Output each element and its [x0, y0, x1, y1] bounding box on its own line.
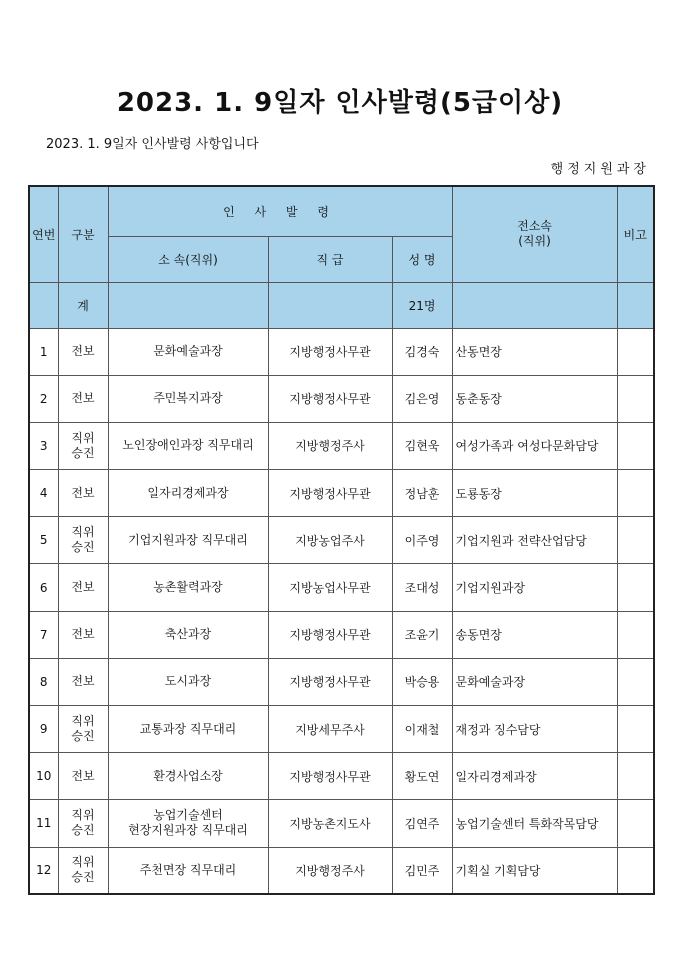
row-grade: 지방행정사무관	[268, 470, 392, 517]
row-previous: 기업지원과 전략산업담당	[452, 517, 617, 564]
row-type: 전보	[58, 328, 108, 375]
total-grade	[268, 282, 392, 328]
row-type: 전보	[58, 611, 108, 658]
row-remarks	[617, 517, 654, 564]
row-name: 이재철	[392, 706, 452, 753]
row-name: 박승용	[392, 658, 452, 705]
row-previous: 여성가족과 여성다문화담당	[452, 422, 617, 469]
row-previous: 산동면장	[452, 328, 617, 375]
row-name: 조윤기	[392, 611, 452, 658]
total-affiliation	[108, 282, 268, 328]
header-no: 연번	[29, 186, 58, 282]
header-type: 구분	[58, 186, 108, 282]
row-remarks	[617, 800, 654, 847]
row-affiliation: 일자리경제과장	[108, 470, 268, 517]
table-row	[29, 800, 654, 847]
row-previous: 문화예술과장	[452, 658, 617, 705]
row-no: 6	[29, 564, 58, 611]
row-previous: 송동면장	[452, 611, 617, 658]
row-grade: 지방농업주사	[268, 517, 392, 564]
table-row	[29, 611, 654, 658]
row-grade: 지방행정사무관	[268, 375, 392, 422]
row-no: 10	[29, 753, 58, 800]
table-row	[29, 375, 654, 422]
row-grade: 지방행정사무관	[268, 611, 392, 658]
row-no: 8	[29, 658, 58, 705]
total-row	[29, 282, 654, 328]
row-grade: 지방행정사무관	[268, 658, 392, 705]
row-remarks	[617, 847, 654, 894]
row-type: 직위 승진	[58, 422, 108, 469]
row-name: 김현욱	[392, 422, 452, 469]
header-name: 성 명	[392, 236, 452, 282]
row-grade: 지방세무주사	[268, 706, 392, 753]
row-no: 4	[29, 470, 58, 517]
total-label: 계	[58, 282, 108, 328]
row-type: 전보	[58, 470, 108, 517]
row-remarks	[617, 564, 654, 611]
row-previous: 기획실 기획담당	[452, 847, 617, 894]
row-affiliation: 교통과장 직무대리	[108, 706, 268, 753]
total-previous	[452, 282, 617, 328]
row-affiliation: 농업기술센터 현장지원과장 직무대리	[108, 800, 268, 847]
row-type: 전보	[58, 753, 108, 800]
total-remarks	[617, 282, 654, 328]
row-affiliation: 문화예술과장	[108, 328, 268, 375]
row-grade: 지방농업사무관	[268, 564, 392, 611]
header-remarks: 비고	[617, 186, 654, 282]
row-name: 황도연	[392, 753, 452, 800]
header-appointment: 인 사 발 령	[108, 186, 452, 236]
row-previous: 기업지원과장	[452, 564, 617, 611]
header-affiliation: 소 속(직위)	[108, 236, 268, 282]
row-remarks	[617, 375, 654, 422]
table-row	[29, 422, 654, 469]
row-no: 11	[29, 800, 58, 847]
table-row	[29, 470, 654, 517]
row-no: 7	[29, 611, 58, 658]
table-row	[29, 847, 654, 894]
document-title: 2023. 1. 9일자 인사발령(5급이상)	[116, 88, 564, 118]
row-type: 전보	[58, 658, 108, 705]
department-signature: 행정지원과장	[550, 162, 650, 177]
row-no: 5	[29, 517, 58, 564]
row-previous: 동춘동장	[452, 375, 617, 422]
row-name: 김경숙	[392, 328, 452, 375]
row-grade: 지방행정사무관	[268, 753, 392, 800]
row-type: 직위 승진	[58, 847, 108, 894]
row-grade: 지방농촌지도사	[268, 800, 392, 847]
table-row	[29, 753, 654, 800]
row-grade: 지방행정주사	[268, 422, 392, 469]
row-no: 2	[29, 375, 58, 422]
row-name: 김연주	[392, 800, 452, 847]
row-previous: 재정과 징수담당	[452, 706, 617, 753]
row-remarks	[617, 753, 654, 800]
row-remarks	[617, 611, 654, 658]
row-type: 직위 승진	[58, 517, 108, 564]
document-subtitle: 2023. 1. 9일자 인사발령 사항입니다	[46, 137, 259, 152]
row-previous: 일자리경제과장	[452, 753, 617, 800]
row-affiliation: 주천면장 직무대리	[108, 847, 268, 894]
table-row	[29, 658, 654, 705]
row-affiliation: 도시과장	[108, 658, 268, 705]
row-affiliation: 기업지원과장 직무대리	[108, 517, 268, 564]
row-grade: 지방행정사무관	[268, 328, 392, 375]
row-remarks	[617, 706, 654, 753]
row-affiliation: 노인장애인과장 직무대리	[108, 422, 268, 469]
header-grade: 직 급	[268, 236, 392, 282]
row-affiliation: 주민복지과장	[108, 375, 268, 422]
row-name: 김민주	[392, 847, 452, 894]
total-count: 21명	[392, 282, 452, 328]
row-previous: 도룡동장	[452, 470, 617, 517]
total-no	[29, 282, 58, 328]
header-previous: 전소속 (직위)	[452, 186, 617, 282]
row-no: 12	[29, 847, 58, 894]
row-grade: 지방행정주사	[268, 847, 392, 894]
row-affiliation: 환경사업소장	[108, 753, 268, 800]
row-affiliation: 농촌활력과장	[108, 564, 268, 611]
row-remarks	[617, 328, 654, 375]
row-name: 조대성	[392, 564, 452, 611]
row-type: 전보	[58, 375, 108, 422]
row-type: 전보	[58, 564, 108, 611]
row-no: 9	[29, 706, 58, 753]
row-name: 정남훈	[392, 470, 452, 517]
table-row	[29, 328, 654, 375]
row-remarks	[617, 658, 654, 705]
row-type: 직위 승진	[58, 800, 108, 847]
row-remarks	[617, 470, 654, 517]
appointment-table	[28, 185, 655, 895]
row-remarks	[617, 422, 654, 469]
row-affiliation: 축산과장	[108, 611, 268, 658]
row-name: 이주영	[392, 517, 452, 564]
table-row	[29, 564, 654, 611]
row-no: 1	[29, 328, 58, 375]
table-row	[29, 706, 654, 753]
table-row	[29, 517, 654, 564]
row-name: 김은영	[392, 375, 452, 422]
row-no: 3	[29, 422, 58, 469]
row-type: 직위 승진	[58, 706, 108, 753]
row-previous: 농업기술센터 특화작목담당	[452, 800, 617, 847]
